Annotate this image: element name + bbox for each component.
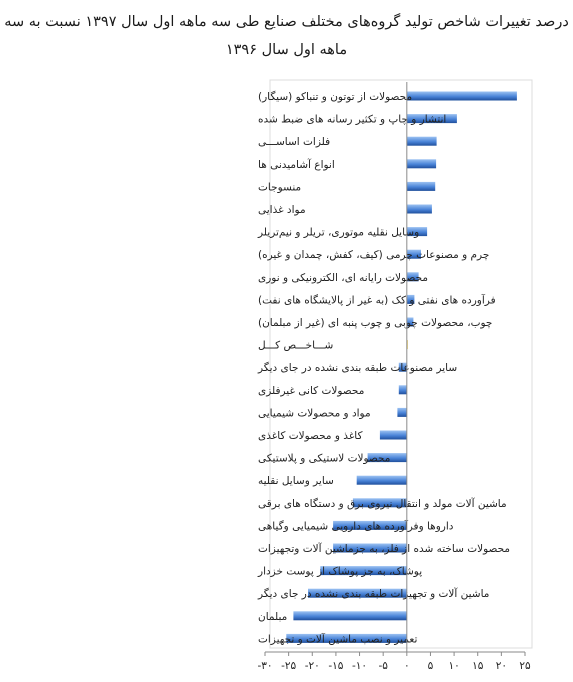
category-label: محصولات ساخته شده از فلز، به جزماشین آلات وتجهیزات [258,543,511,555]
category-label: چرم و مصنوعات چرمی (کیف، کفش، چمدان و غیره) [258,249,490,262]
category-label: سایر مصنوعات طبقه بندی نشده در جای دیگر [258,362,458,375]
chart-title-line-1: درصد تغییرات شاخص تولید گروه‌های مختلف صنایع طی سه ماهه اول سال ۱۳۹۷ نسبت به سه [4,14,569,30]
x-tick-label: ۵ [427,660,434,672]
bar [399,385,407,394]
x-tick-label: ۱۰ [448,660,460,672]
bar [357,476,407,485]
category-label: چوب، محصولات چوبی و چوب پنبه ای (غیر از مبلمان) [258,317,493,329]
category-label: پوشاک، به جز پوشاک از پوست خزدار [258,565,423,578]
category-label: ماشین آلات مولد و انتقال نیروی برق و دستگاه های برقی [258,497,507,510]
category-label: منسوجات [258,181,302,194]
category-label: محصولات رایانه ای، الکترونیکی و نوری [258,271,428,284]
category-label: سایر وسایل نقلیه [258,475,334,488]
category-label: داروها وفرآورده های دارویی شیمیایی وگیاهی [258,520,454,533]
x-tick-label: ۱۵ [472,660,484,672]
x-axis [257,652,531,672]
category-label: انواع آشامیدنی ها [258,158,335,171]
bar [407,182,435,191]
x-tick-label: ۲۵ [519,660,531,672]
category-label: ماشین آلات و تجهیزات طبقه بندی نشده در جای دیگر [258,588,490,601]
category-label: فرآورده های نفتی و کک (به غیر از پالایشگاه های نفت) [258,294,496,307]
bar [407,137,437,146]
category-label: تعمیر و نصب ماشین آلات و تجهیزات [258,633,418,646]
bar [380,431,407,440]
x-tick-label: -۱۰ [352,660,368,672]
x-tick-label: ۲۰ [495,660,508,672]
bar [397,408,407,417]
bar [407,205,432,214]
category-label: وسایل نقلیه موتوری، تریلر و نیم‌تریلر [258,226,420,239]
x-tick-label: -۲۵ [281,660,297,672]
category-label: انتشار و چاپ و تکثیر رسانه های ضبط شده [258,113,447,126]
category-label: مواد و محصولات شیمیایی [258,407,371,420]
x-tick-label: -۱۵ [328,660,344,672]
x-tick-label: -۳۰ [257,660,273,672]
category-label: محصولات از توتون و تنباکو (سیگار) [258,91,413,103]
bar [293,611,407,620]
bar [407,159,436,168]
x-tick-label: -۵ [378,660,388,672]
x-tick-label: -۲۰ [304,660,320,672]
category-label: مبلمان [258,610,288,623]
category-label: شـــاخـــص کـــل [258,339,334,352]
chart-title-line-2: ماهه اول سال ۱۳۹۶ [225,42,348,58]
x-tick-label: ۰ [403,660,410,672]
category-label: کاغذ و محصولات کاغذی [258,430,363,442]
category-label: مواد غذایی [258,204,306,216]
category-labels [257,90,510,645]
category-label: محصولات کانی غیرفلزی [258,384,365,397]
bar [407,92,517,101]
category-label: فلزات اساســـی [258,136,331,149]
category-label: محصولات لاستیکی و پلاستیکی [258,452,391,465]
